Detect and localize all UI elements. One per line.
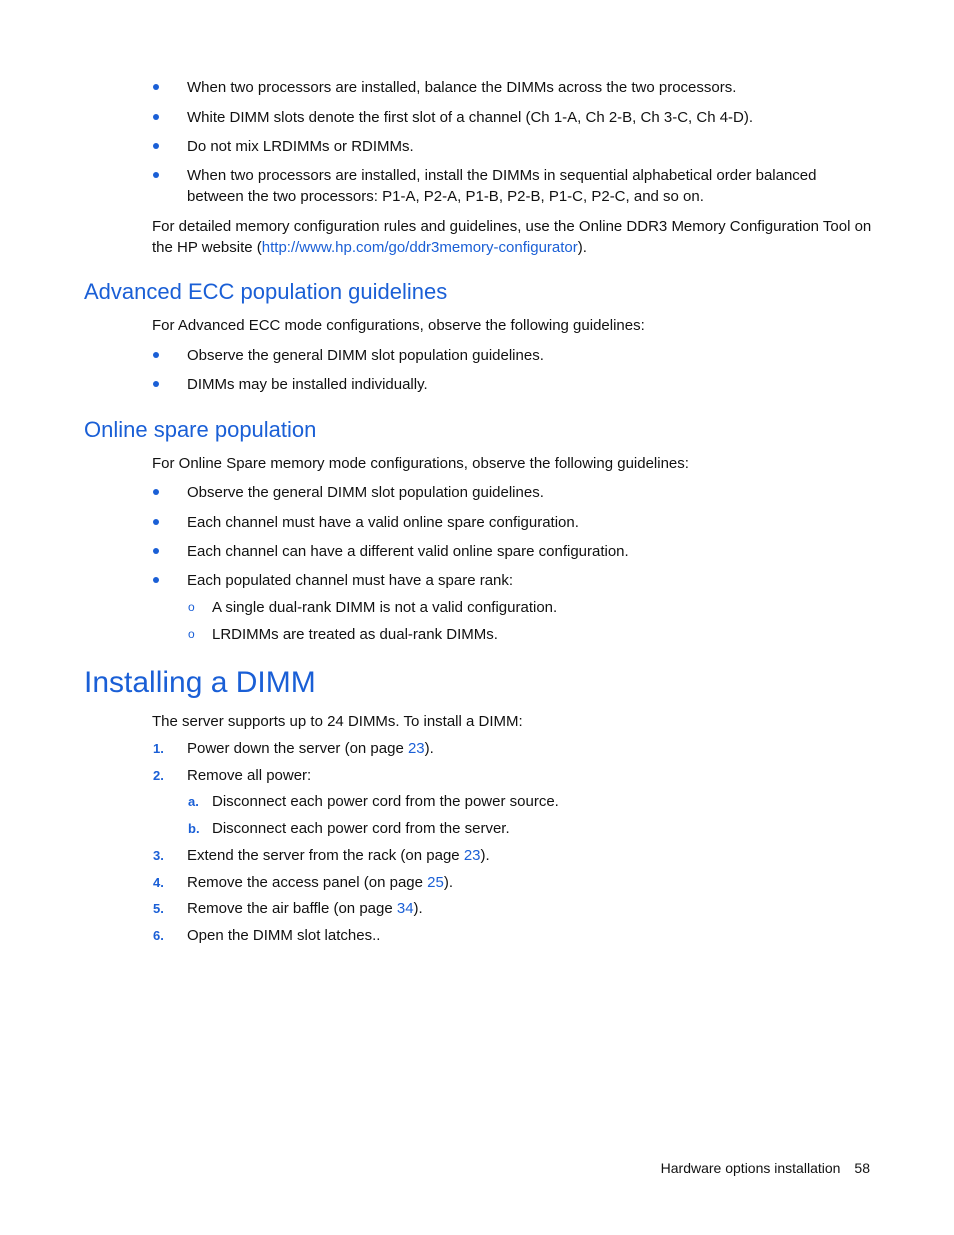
page-footer <box>661 1158 870 1178</box>
list-item: Do not mix LRDIMMs or RDIMMs. <box>187 136 874 157</box>
sub-list-text: A single dual-rank DIMM is not a valid configuration. <box>212 599 558 616</box>
page-link[interactable]: 23 <box>463 847 481 864</box>
step-text: Remove the access panel (on page <box>187 874 428 891</box>
page-number: 58 <box>854 1160 870 1176</box>
step-text: Remove the air baffle (on page <box>187 900 397 917</box>
install-intro: The server supports up to 24 DIMMs. To install a DIMM: <box>152 713 523 730</box>
list-item: Observe the general DIMM slot population guidelines. <box>187 482 874 503</box>
spare-intro: For Online Spare memory mode configurations, observe the following guidelines: <box>152 455 689 472</box>
step-number: 3. <box>153 848 164 863</box>
list-item: DIMMs may be installed individually. <box>187 374 874 395</box>
step-item <box>153 898 874 919</box>
step-item <box>153 765 874 786</box>
detail-paragraph <box>152 216 874 258</box>
list-item: When two processors are installed, install the DIMMs in sequential alphabetical order balanced between the two processors: P1-A, P2-A, P1-B, P2-B, P1-C, P2-C, and so on. <box>187 165 874 207</box>
detail-text: For detailed memory configuration rules and guidelines, use the Online DDR3 Memory Configuration Tool on the HP website ( <box>152 218 872 256</box>
step-text-end: ). <box>443 874 454 891</box>
sub-step-letter: b. <box>188 821 200 836</box>
sub-bullet-marker: o <box>188 627 195 641</box>
section-heading-ecc: Advanced ECC population guidelines <box>84 279 448 304</box>
page-link[interactable]: 34 <box>396 900 414 917</box>
sub-step-item <box>188 818 874 839</box>
step-number: 2. <box>153 768 164 783</box>
sub-list-item <box>188 597 874 618</box>
sub-step-item <box>188 791 874 812</box>
step-text-end: ). <box>424 740 434 757</box>
step-text: Power down the server (on page <box>187 740 408 757</box>
sub-list-text: LRDIMMs are treated as dual-rank DIMMs. <box>212 626 498 643</box>
list-item: When two processors are installed, balance the DIMMs across the two processors. <box>187 77 874 98</box>
sub-step-text: Disconnect each power cord from the power source. <box>212 793 559 810</box>
detail-text-end: ). <box>577 239 587 256</box>
step-number: 1. <box>153 741 164 756</box>
list-item: Each populated channel must have a spare rank: <box>187 570 874 591</box>
list-item: Each channel can have a different valid online spare configuration. <box>187 541 874 562</box>
step-number: 6. <box>153 928 164 943</box>
list-item: White DIMM slots denote the first slot of a channel (Ch 1-A, Ch 2-B, Ch 3-C, Ch 4-D). <box>187 107 874 128</box>
step-number: 4. <box>153 875 164 890</box>
step-item <box>153 845 874 866</box>
step-text: Extend the server from the rack (on page <box>187 847 464 864</box>
ecc-intro: For Advanced ECC mode configurations, observe the following guidelines: <box>152 317 645 334</box>
footer-section-title: Hardware options installation <box>660 1160 841 1176</box>
step-number: 5. <box>153 901 164 916</box>
sub-step-text: Disconnect each power cord from the server. <box>212 820 510 837</box>
section-heading-install: Installing a DIMM <box>84 666 316 699</box>
sub-list-item <box>188 624 874 645</box>
configurator-link[interactable]: http://www.hp.com/go/ddr3memory-configurator <box>261 239 578 256</box>
sub-bullet-marker: o <box>188 600 195 614</box>
list-item: Each channel must have a valid online spare configuration. <box>187 512 874 533</box>
step-item <box>153 738 874 759</box>
step-item <box>153 925 874 946</box>
list-item: Observe the general DIMM slot population guidelines. <box>187 345 874 366</box>
page-link[interactable]: 25 <box>427 874 444 891</box>
step-text: Open the DIMM slot latches.. <box>187 927 381 944</box>
sub-step-letter: a. <box>188 794 199 809</box>
step-text-end: ). <box>413 900 423 917</box>
step-text-end: ). <box>480 847 490 864</box>
page-link[interactable]: 23 <box>407 740 425 757</box>
section-heading-spare: Online spare population <box>84 417 317 442</box>
step-text: Remove all power: <box>187 767 312 784</box>
step-item <box>153 872 874 893</box>
